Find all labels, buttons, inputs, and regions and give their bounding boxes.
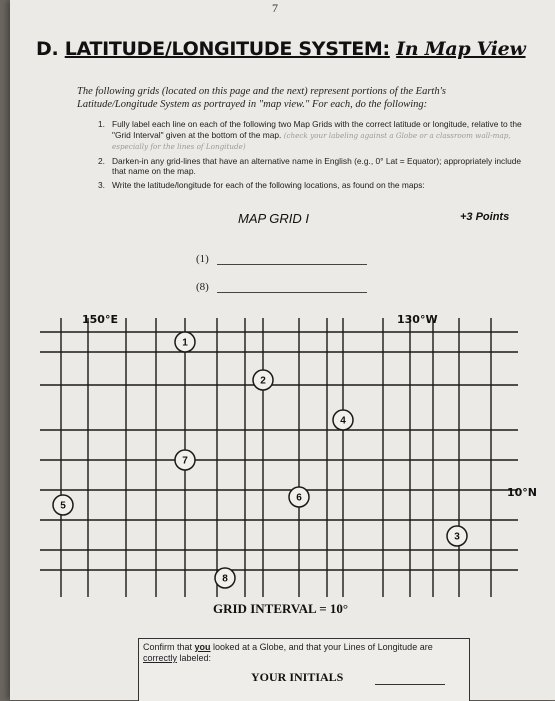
location-number: 3 xyxy=(454,531,460,543)
section-title: LATITUDE/LONGITUDE SYSTEM: xyxy=(64,38,390,60)
location-marker-8 xyxy=(215,568,235,588)
location-number: 7 xyxy=(182,455,188,467)
location-marker-3 xyxy=(447,526,467,546)
answer-line-8[interactable]: (8) xyxy=(196,281,367,293)
location-marker-4 xyxy=(333,410,353,430)
map-grid-title: MAP GRID I xyxy=(238,211,310,226)
instruction-text: Fully label each line on each of the following two Map Grids with the correct latitude or longitude, relative to the "Grid Interval" given at the bottom of the map. xyxy=(112,119,522,140)
location-number: 1 xyxy=(182,337,188,349)
location-number: 5 xyxy=(60,500,66,512)
instruction-item: 1. Fully label each line on each of the following two Map Grids with the correct latitude or longitude, relative to the "Grid Interval" given at the bottom of the map. (check your labeling against a Globe or a classroom wall-map, especially for the lines of Longitude) xyxy=(98,119,522,151)
instruction-item: 3. Write the latitude/longitude for each of the following locations, as found on the maps: xyxy=(98,179,425,190)
location-marker-5 xyxy=(53,495,73,515)
section-letter: D. xyxy=(36,38,59,60)
grid-interval: GRID INTERVAL = 10° xyxy=(213,601,349,616)
location-marker-6 xyxy=(289,487,309,507)
instruction-text: Write the latitude/longitude for each of the following locations, as found on the maps: xyxy=(112,179,425,190)
location-number: 8 xyxy=(222,573,228,585)
intro-text: The following grids (located on this page and the next) represent portions of the Earth's Latitude/Longitude System as portrayed in "map view." For each, do the following: xyxy=(77,86,446,110)
location-number: 2 xyxy=(260,375,266,387)
initials-field[interactable] xyxy=(375,684,445,685)
page-number: 7 xyxy=(272,1,278,15)
latitude-label: 10°N xyxy=(507,486,538,499)
section-subtitle: In Map View xyxy=(396,38,526,60)
location-marker-7 xyxy=(175,450,195,470)
points-label: +3 Points xyxy=(460,211,510,223)
longitude-label-left: 150°E xyxy=(82,313,118,326)
location-number: 4 xyxy=(340,415,346,427)
confirm-box xyxy=(138,638,470,701)
longitude-label-right: 130°W xyxy=(397,313,438,326)
location-marker-1 xyxy=(175,332,195,352)
confirm-text: Confirm that you looked at a Globe, and that your Lines of Longitude are correctly labeled: xyxy=(143,642,433,663)
initials-label: YOUR INITIALS xyxy=(251,670,344,684)
answer-line-1[interactable]: (1) xyxy=(196,253,367,265)
instruction-text: Darken-in any grid-lines that have an alternative name in English (e.g., 0° Lat = Equator); appropriately include that name on the map. xyxy=(112,155,522,176)
handwritten-note: (check your labeling against a Globe or a classroom wall-map, especially for the lines of Longitude) xyxy=(112,130,511,151)
instruction-item: 2. Darken-in any grid-lines that have an alternative name in English (e.g., 0° Lat = Equator); appropriately include that name on the map. xyxy=(98,155,522,176)
location-marker-2 xyxy=(253,370,273,390)
location-number: 6 xyxy=(296,492,302,504)
